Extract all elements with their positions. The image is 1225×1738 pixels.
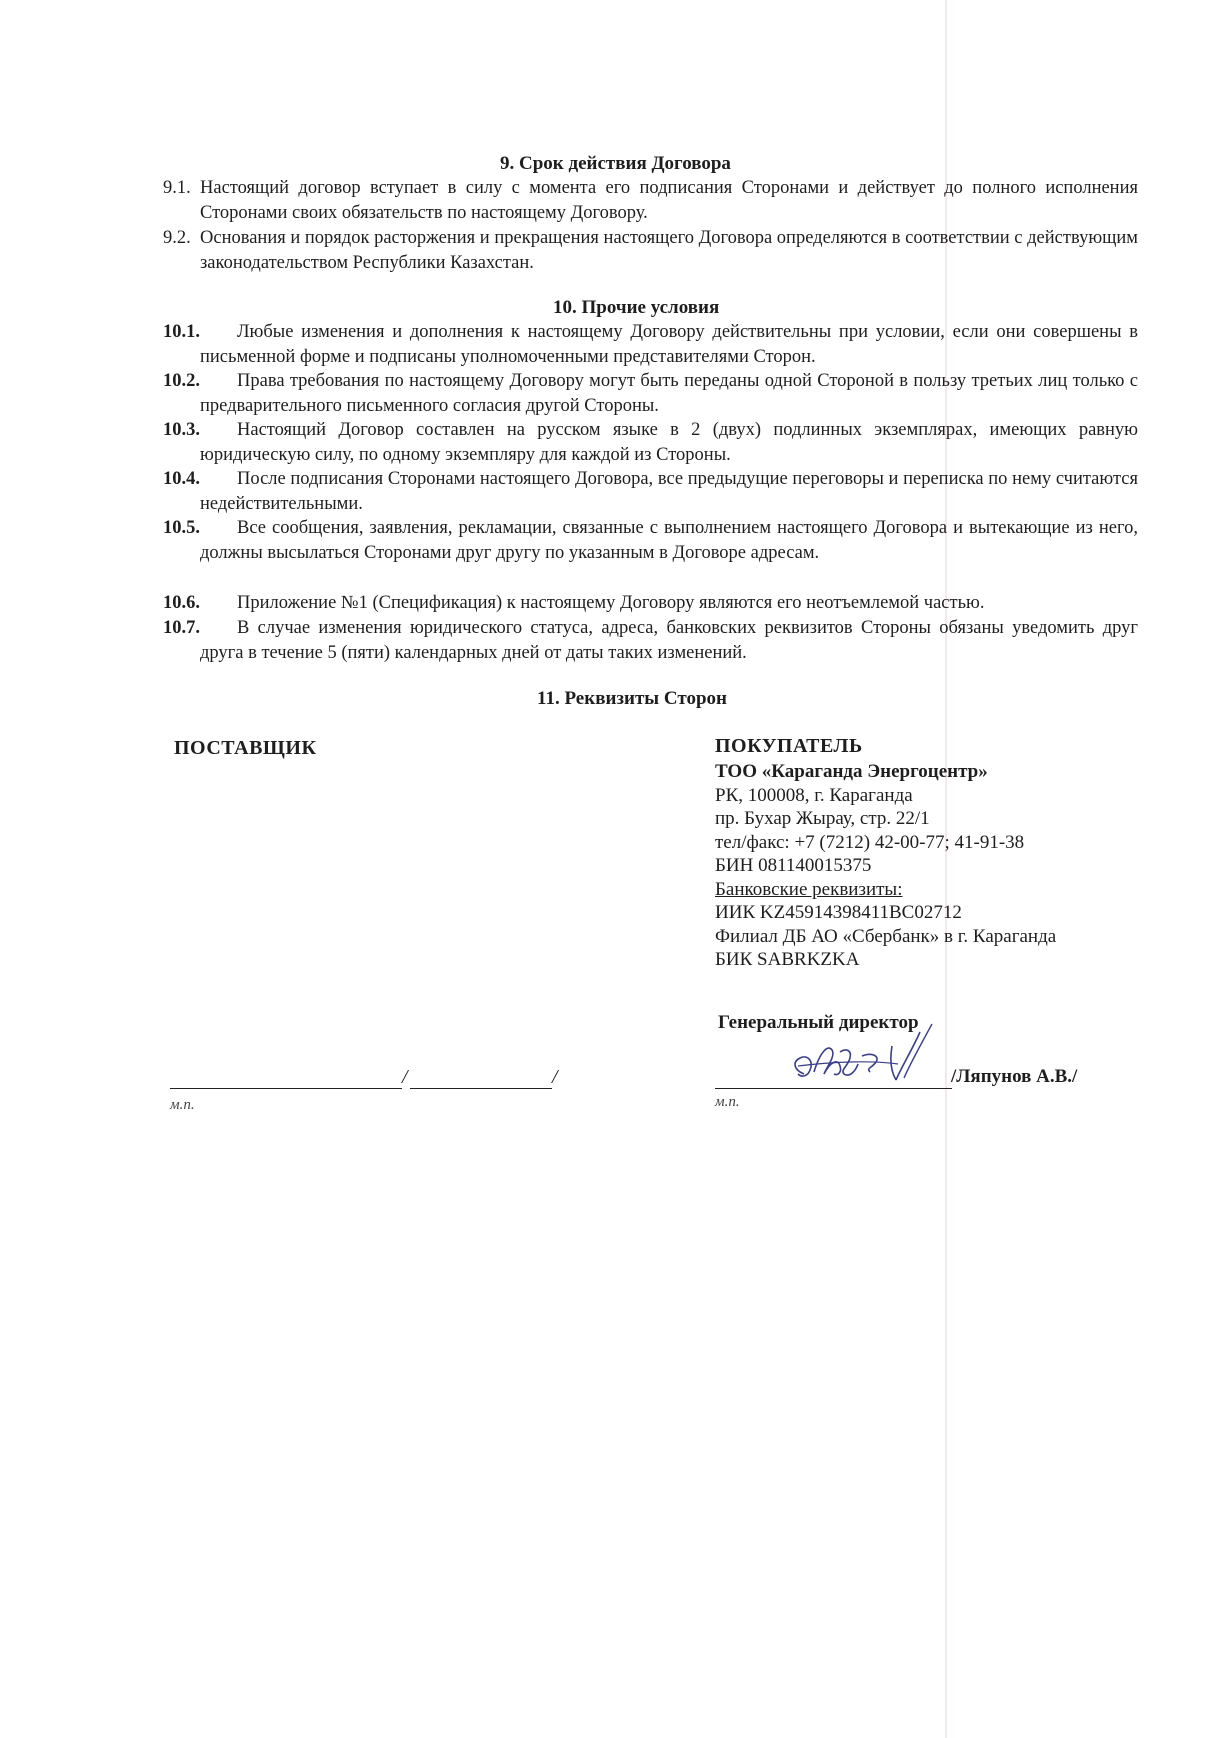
- buyer-bin: БИН 081140015375: [715, 855, 872, 876]
- supplier-label: ПОСТАВЩИК: [174, 737, 317, 759]
- clause-10-6: [163, 591, 1138, 616]
- buyer-signer-name: /Ляпунов А.В./: [951, 1066, 1078, 1087]
- clause-10-1: [163, 320, 1138, 370]
- clause-number: 10.2.: [163, 371, 200, 391]
- clause-text: Настоящий Договор составлен на русском языке в 2 (двух) подлинных экземплярах, имеющих равную юридическую силу, по одному экземпляру для каждой из Стороны.: [200, 420, 1138, 465]
- supplier-name-line: [410, 1088, 552, 1089]
- clause-10-2: [163, 369, 1138, 419]
- buyer-iik: ИИК KZ45914398411BC02712: [715, 902, 962, 923]
- clause-text: Все сообщения, заявления, рекламации, связанные с выполнением настоящего Договора и вытекающие из него, должны высылаться Сторонами друг другу по указанным в Договоре адресам.: [200, 518, 1138, 563]
- clause-number: 10.4.: [163, 469, 200, 489]
- buyer-bank-name: Филиал ДБ АО «Сбербанк» в г. Караганда: [715, 925, 1057, 947]
- clause-number: 10.5.: [163, 518, 200, 538]
- buyer-position: Генеральный директор: [718, 1012, 919, 1033]
- clause-10-3: [163, 418, 1138, 468]
- buyer-address-city: РК, 100008, г. Караганда: [715, 784, 913, 806]
- supplier-signature-line: [170, 1088, 402, 1089]
- clause-9-1: [163, 176, 1138, 226]
- supplier-slash-2: /: [552, 1066, 558, 1088]
- buyer-bank-label: Банковские реквизиты:: [715, 878, 903, 900]
- clause-number: 9.1.: [163, 178, 191, 198]
- clause-number: 10.3.: [163, 420, 200, 440]
- clause-text: Настоящий договор вступает в силу с момента его подписания Сторонами и действует до полного исполнения Сторонами своих обязательств по настоящему Договору.: [200, 178, 1138, 223]
- supplier-slash-1: /: [402, 1066, 408, 1088]
- clause-text: Основания и порядок расторжения и прекращения настоящего Договора определяются в соответствии с действующим законодательством Республики Казахстан.: [200, 228, 1138, 273]
- section-10-title: 10. Прочие условия: [553, 297, 720, 318]
- clause-text: После подписания Сторонами настоящего Договора, все предыдущие переговоры и переписка по нему считаются недействительными.: [200, 469, 1138, 514]
- clause-10-7: [163, 616, 1138, 666]
- buyer-signature-icon: [780, 1022, 955, 1094]
- buyer-address-street: пр. Бухар Жырау, стр. 22/1: [715, 808, 930, 829]
- supplier-stamp-place: м.п.: [170, 1097, 195, 1113]
- clause-text: В случае изменения юридического статуса, адреса, банковских реквизитов Стороны обязаны уведомить друг друга в течение 5 (пяти) календарных дней от даты таких изменений.: [200, 618, 1138, 663]
- section-9-title: 9. Срок действия Договора: [500, 153, 731, 174]
- clause-text: Права требования по настоящему Договору могут быть переданы одной Стороной в пользу третьих лиц только с предварительного письменного согласия другой Стороны.: [200, 371, 1138, 416]
- clause-number: 10.7.: [163, 618, 200, 638]
- clause-10-5: [163, 516, 1138, 566]
- section-11-title: 11. Реквизиты Сторон: [537, 688, 727, 709]
- clause-10-4: [163, 467, 1138, 517]
- buyer-bik: БИК SABRKZKA: [715, 949, 860, 970]
- buyer-requisites: [715, 760, 1056, 972]
- buyer-stamp-place: м.п.: [715, 1094, 740, 1110]
- clause-number: 9.2.: [163, 228, 191, 248]
- clause-number: 10.6.: [163, 593, 200, 613]
- buyer-signature-line: [715, 1088, 952, 1089]
- clause-text: Любые изменения и дополнения к настоящему Договору действительны при условии, если они совершены в письменной форме и подписаны уполномоченными представителями Сторон.: [200, 322, 1138, 367]
- buyer-company: ТОО «Караганда Энергоцентр»: [715, 761, 988, 782]
- clause-number: 10.1.: [163, 322, 200, 342]
- clause-text: Приложение №1 (Спецификация) к настоящему Договору являются его неотъемлемой частью.: [237, 593, 985, 613]
- buyer-phone: тел/факс: +7 (7212) 42-00-77; 41-91-38: [715, 831, 1025, 853]
- buyer-label: ПОКУПАТЕЛЬ: [715, 735, 863, 757]
- clause-9-2: [163, 226, 1138, 276]
